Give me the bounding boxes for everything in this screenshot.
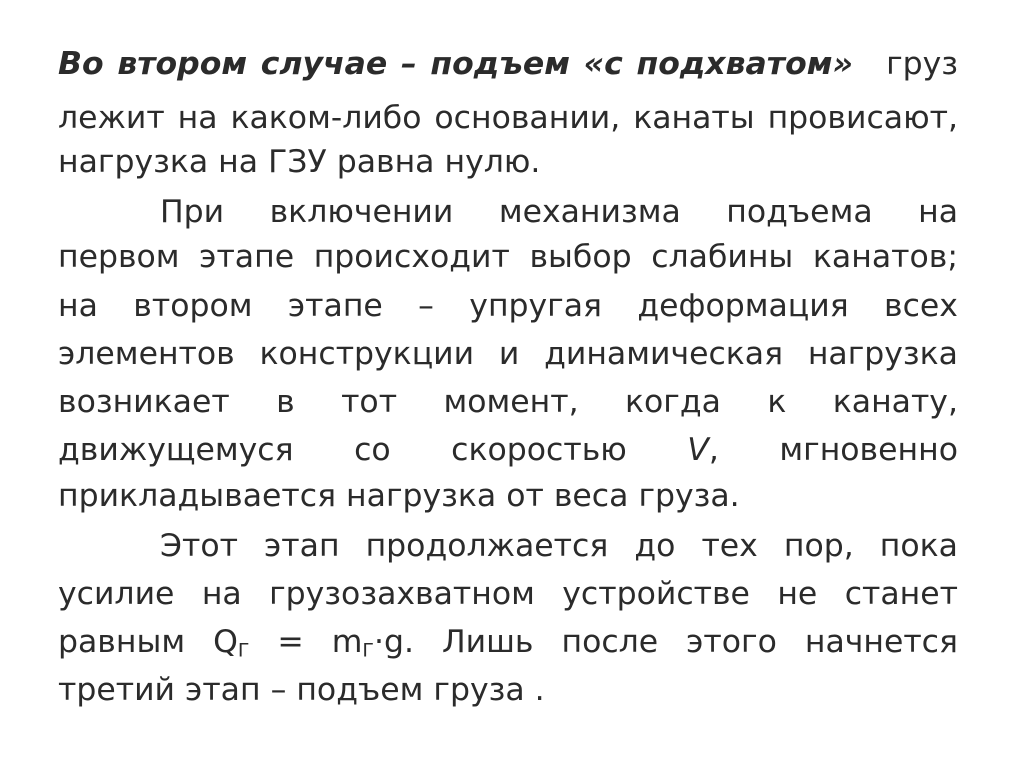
word: При — [160, 194, 225, 230]
word: на — [58, 288, 98, 324]
para3-line1 — [160, 522, 958, 570]
formula-q — [213, 618, 249, 666]
word: мгновенно — [779, 432, 958, 468]
para1-line1 — [58, 40, 958, 88]
para2-line1 — [160, 188, 958, 236]
word: равным — [58, 624, 186, 660]
para1-emphasis — [58, 40, 853, 88]
word: втором — [133, 288, 253, 324]
word: происходит — [313, 239, 510, 275]
formula-q-subscript: Г — [237, 639, 250, 662]
line-text: третий этап – подъем груза . — [58, 672, 545, 708]
word: после — [561, 624, 659, 660]
word: груз — [886, 46, 958, 82]
para2-line4 — [58, 330, 958, 378]
word: со — [354, 432, 391, 468]
word: канаты — [633, 100, 755, 136]
word: в — [276, 384, 295, 420]
word: тех — [701, 528, 758, 564]
para1-line3 — [58, 138, 958, 186]
para2-line3 — [58, 282, 958, 330]
formula-q-letter: Q — [213, 624, 238, 660]
word: – — [418, 288, 434, 324]
word: динамическая — [544, 336, 784, 372]
word: грузозахватном — [269, 576, 535, 612]
formula-g: ·g. — [373, 624, 414, 660]
word: подхватом» — [636, 46, 853, 82]
velocity-v: V — [687, 432, 709, 468]
word: начнется — [804, 624, 958, 660]
word: элементов — [58, 336, 235, 372]
word: этапе — [199, 239, 295, 275]
word: подъем — [430, 46, 570, 82]
line-text: прикладывается нагрузка от веса груза. — [58, 478, 740, 514]
word: лежит — [58, 100, 165, 136]
word: провисают, — [767, 100, 958, 136]
para2-line7 — [58, 472, 958, 520]
word: Лишь — [441, 624, 534, 660]
word: слабины — [651, 239, 794, 275]
para3-line2 — [58, 570, 958, 618]
word: этого — [686, 624, 777, 660]
word: пока — [879, 528, 958, 564]
word: основании, — [434, 100, 621, 136]
para2-line5 — [58, 378, 958, 426]
para2-line6 — [58, 426, 958, 474]
word: когда — [624, 384, 721, 420]
word: этапе — [287, 288, 383, 324]
para1-line2 — [58, 94, 958, 142]
formula-mg — [332, 618, 414, 666]
word: канату, — [832, 384, 958, 420]
word: на — [918, 194, 958, 230]
word: усилие — [58, 576, 175, 612]
word: подъема — [726, 194, 873, 230]
word: всех — [884, 288, 958, 324]
word: пор, — [783, 528, 854, 564]
word: станет — [844, 576, 958, 612]
word: движущемуся — [58, 432, 294, 468]
word: выбор — [529, 239, 632, 275]
word: до — [634, 528, 676, 564]
velocity-comma: , — [708, 432, 719, 468]
word: канатов; — [812, 239, 958, 275]
para2-line2 — [58, 233, 958, 281]
word: случае — [260, 46, 388, 82]
formula-m-subscript: Г — [362, 639, 374, 662]
word: втором — [117, 46, 248, 82]
word: к — [767, 384, 787, 420]
para3-line3 — [58, 618, 958, 666]
word: тот — [341, 384, 398, 420]
word: этап — [264, 528, 340, 564]
word: включении — [269, 194, 454, 230]
para3-line4 — [58, 666, 958, 714]
word: первом — [58, 239, 180, 275]
word: конструкции — [259, 336, 475, 372]
word: механизма — [498, 194, 681, 230]
word: деформация — [637, 288, 849, 324]
word: не — [777, 576, 818, 612]
formula-m-letter: m — [331, 624, 363, 660]
word: продолжается — [365, 528, 609, 564]
word: «с — [583, 46, 623, 82]
word: момент, — [443, 384, 579, 420]
word: возникает — [58, 384, 230, 420]
word: устройстве — [562, 576, 750, 612]
word: каком-либо — [230, 100, 422, 136]
line-text: нагрузка на ГЗУ равна нулю. — [58, 144, 541, 180]
word: – — [400, 46, 417, 82]
word: и — [498, 336, 520, 372]
word: Этот — [160, 528, 238, 564]
word: на — [177, 100, 218, 136]
formula-equals: = — [277, 624, 304, 660]
word: на — [201, 576, 242, 612]
word: нагрузка — [807, 336, 958, 372]
word: скоростью — [451, 432, 627, 468]
word: Во — [58, 46, 104, 82]
word: упругая — [469, 288, 602, 324]
velocity-symbol — [687, 426, 719, 474]
